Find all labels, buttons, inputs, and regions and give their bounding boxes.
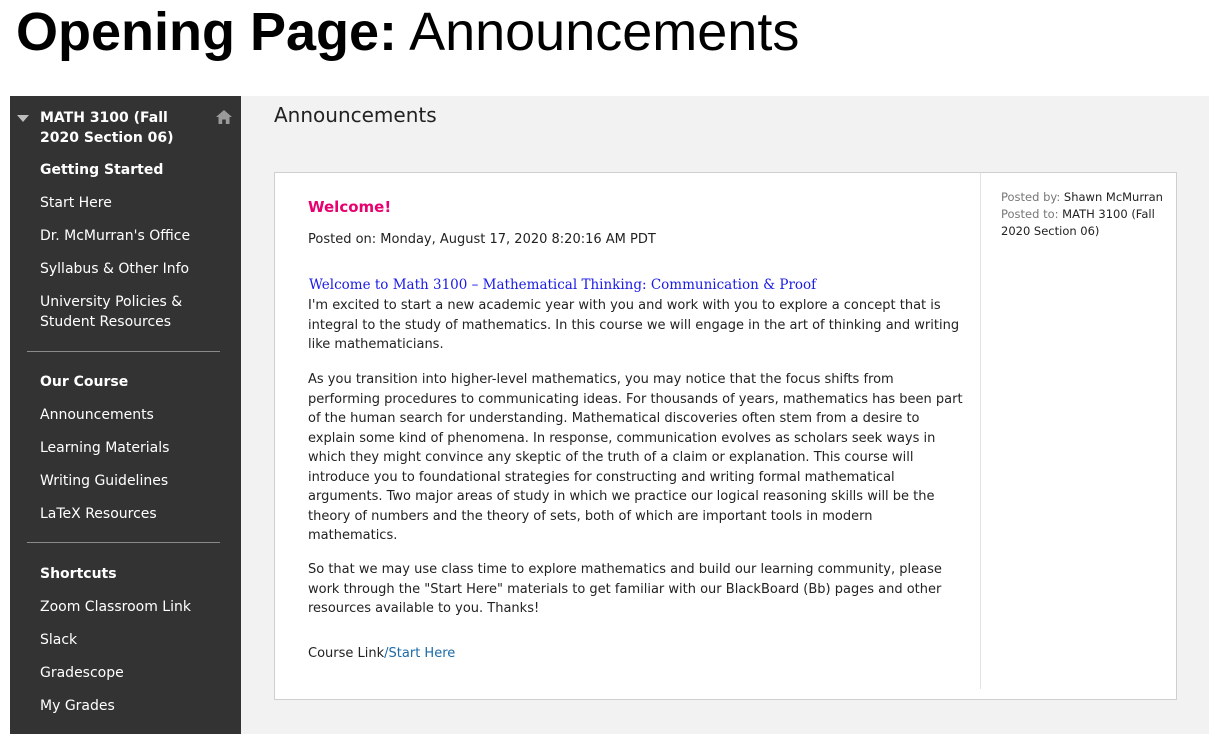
posted-to-label: Posted to: (1001, 207, 1059, 221)
nav-item-writing-guidelines[interactable]: Writing Guidelines (40, 473, 169, 489)
course-link-label: Course Link (308, 646, 385, 661)
nav-item-slack[interactable]: Slack (40, 632, 78, 648)
content-area (241, 96, 1209, 734)
nav-heading-shortcuts: Shortcuts (40, 566, 117, 582)
announcement-paragraph: As you transition into higher-level mathematics, you may notice that the focus shifts from performing procedures to communicating ideas. For thousands of years, mathematics has been part of the human search for understanding. Mathematical discoveries often stem from a desire to explain some kind of phenomena. In response, communication evolves as scholars seek ways in which they might convince any skeptic of the truth of a claim or explanation. This course will introduce you to foundational strategies for constructing and writing formal mathematical arguments. Two major areas of study in which we practice our logical reasoning skills will be the theory of numbers and the theory of sets, both of which are important tools in modern mathematics. (308, 372, 963, 543)
nav-item-announcements[interactable]: Announcements (40, 407, 154, 423)
posted-by (1001, 189, 1169, 206)
nav-item-gradescope[interactable]: Gradescope (40, 665, 124, 681)
announcement-meta (1001, 189, 1169, 240)
posted-by-label: Posted by: (1001, 190, 1061, 204)
announcement-card (274, 172, 1177, 700)
nav-item-university-policies[interactable]: University Policies & Student Resources (40, 294, 183, 330)
nav-item-latex-resources[interactable]: LaTeX Resources (40, 506, 157, 522)
collapse-arrow-icon[interactable] (17, 115, 29, 122)
page-heading: Announcements (274, 103, 437, 127)
nav-item-zoom-classroom[interactable]: Zoom Classroom Link (40, 599, 191, 615)
course-link-separator: / (384, 646, 389, 661)
nav-divider (27, 542, 220, 543)
start-here-link-label: Start Here (388, 646, 456, 661)
nav-item-instructor-office[interactable]: Dr. McMurran's Office (40, 228, 191, 244)
posted-on-date: Posted on: Monday, August 17, 2020 8:20:16 AM PDT (308, 232, 656, 247)
nav-item-learning-materials[interactable]: Learning Materials (40, 440, 170, 456)
course-title[interactable]: MATH 3100 (Fall 2020 Section 06) (40, 110, 174, 146)
posted-to-course: MATH 3100 (Fall 2020 Section 06) (1001, 207, 1155, 238)
course-header (10, 108, 241, 148)
slide-title (16, 2, 799, 62)
announcement-paragraph: I'm excited to start a new academic year with you and work with you to explore a concept that is integral to the study of mathematics. In this course we will engage in the art of thinking and writing like mathematicians. (308, 298, 960, 352)
nav-heading-our-course: Our Course (40, 374, 129, 390)
home-icon[interactable] (215, 109, 233, 125)
posted-by-name: Shawn McMurran (1063, 190, 1163, 204)
announcement-body (275, 173, 981, 689)
course-link-row (308, 645, 455, 663)
slide-title-rest: Announcements (397, 2, 800, 62)
announcement-title: Welcome! (308, 198, 392, 216)
announcement-paragraph: So that we may use class time to explore mathematics and build our learning community, please work through the "Start Here" materials to get familiar with our BlackBoard (Bb) pages and other resources available to you. Thanks! (308, 562, 942, 616)
announcement-headline-link[interactable]: Welcome to Math 3100 – Mathematical Thinking: Communication & Proof (309, 277, 817, 293)
course-menu-sidebar (10, 96, 241, 734)
start-here-link[interactable] (384, 646, 455, 661)
slide-title-bold: Opening Page: (16, 2, 398, 62)
nav-heading-getting-started: Getting Started (40, 162, 164, 178)
nav-item-start-here[interactable]: Start Here (40, 195, 112, 211)
nav-item-my-grades[interactable]: My Grades (40, 698, 115, 714)
nav-item-syllabus[interactable]: Syllabus & Other Info (40, 261, 190, 277)
nav-divider (27, 351, 220, 352)
posted-to (1001, 206, 1169, 240)
